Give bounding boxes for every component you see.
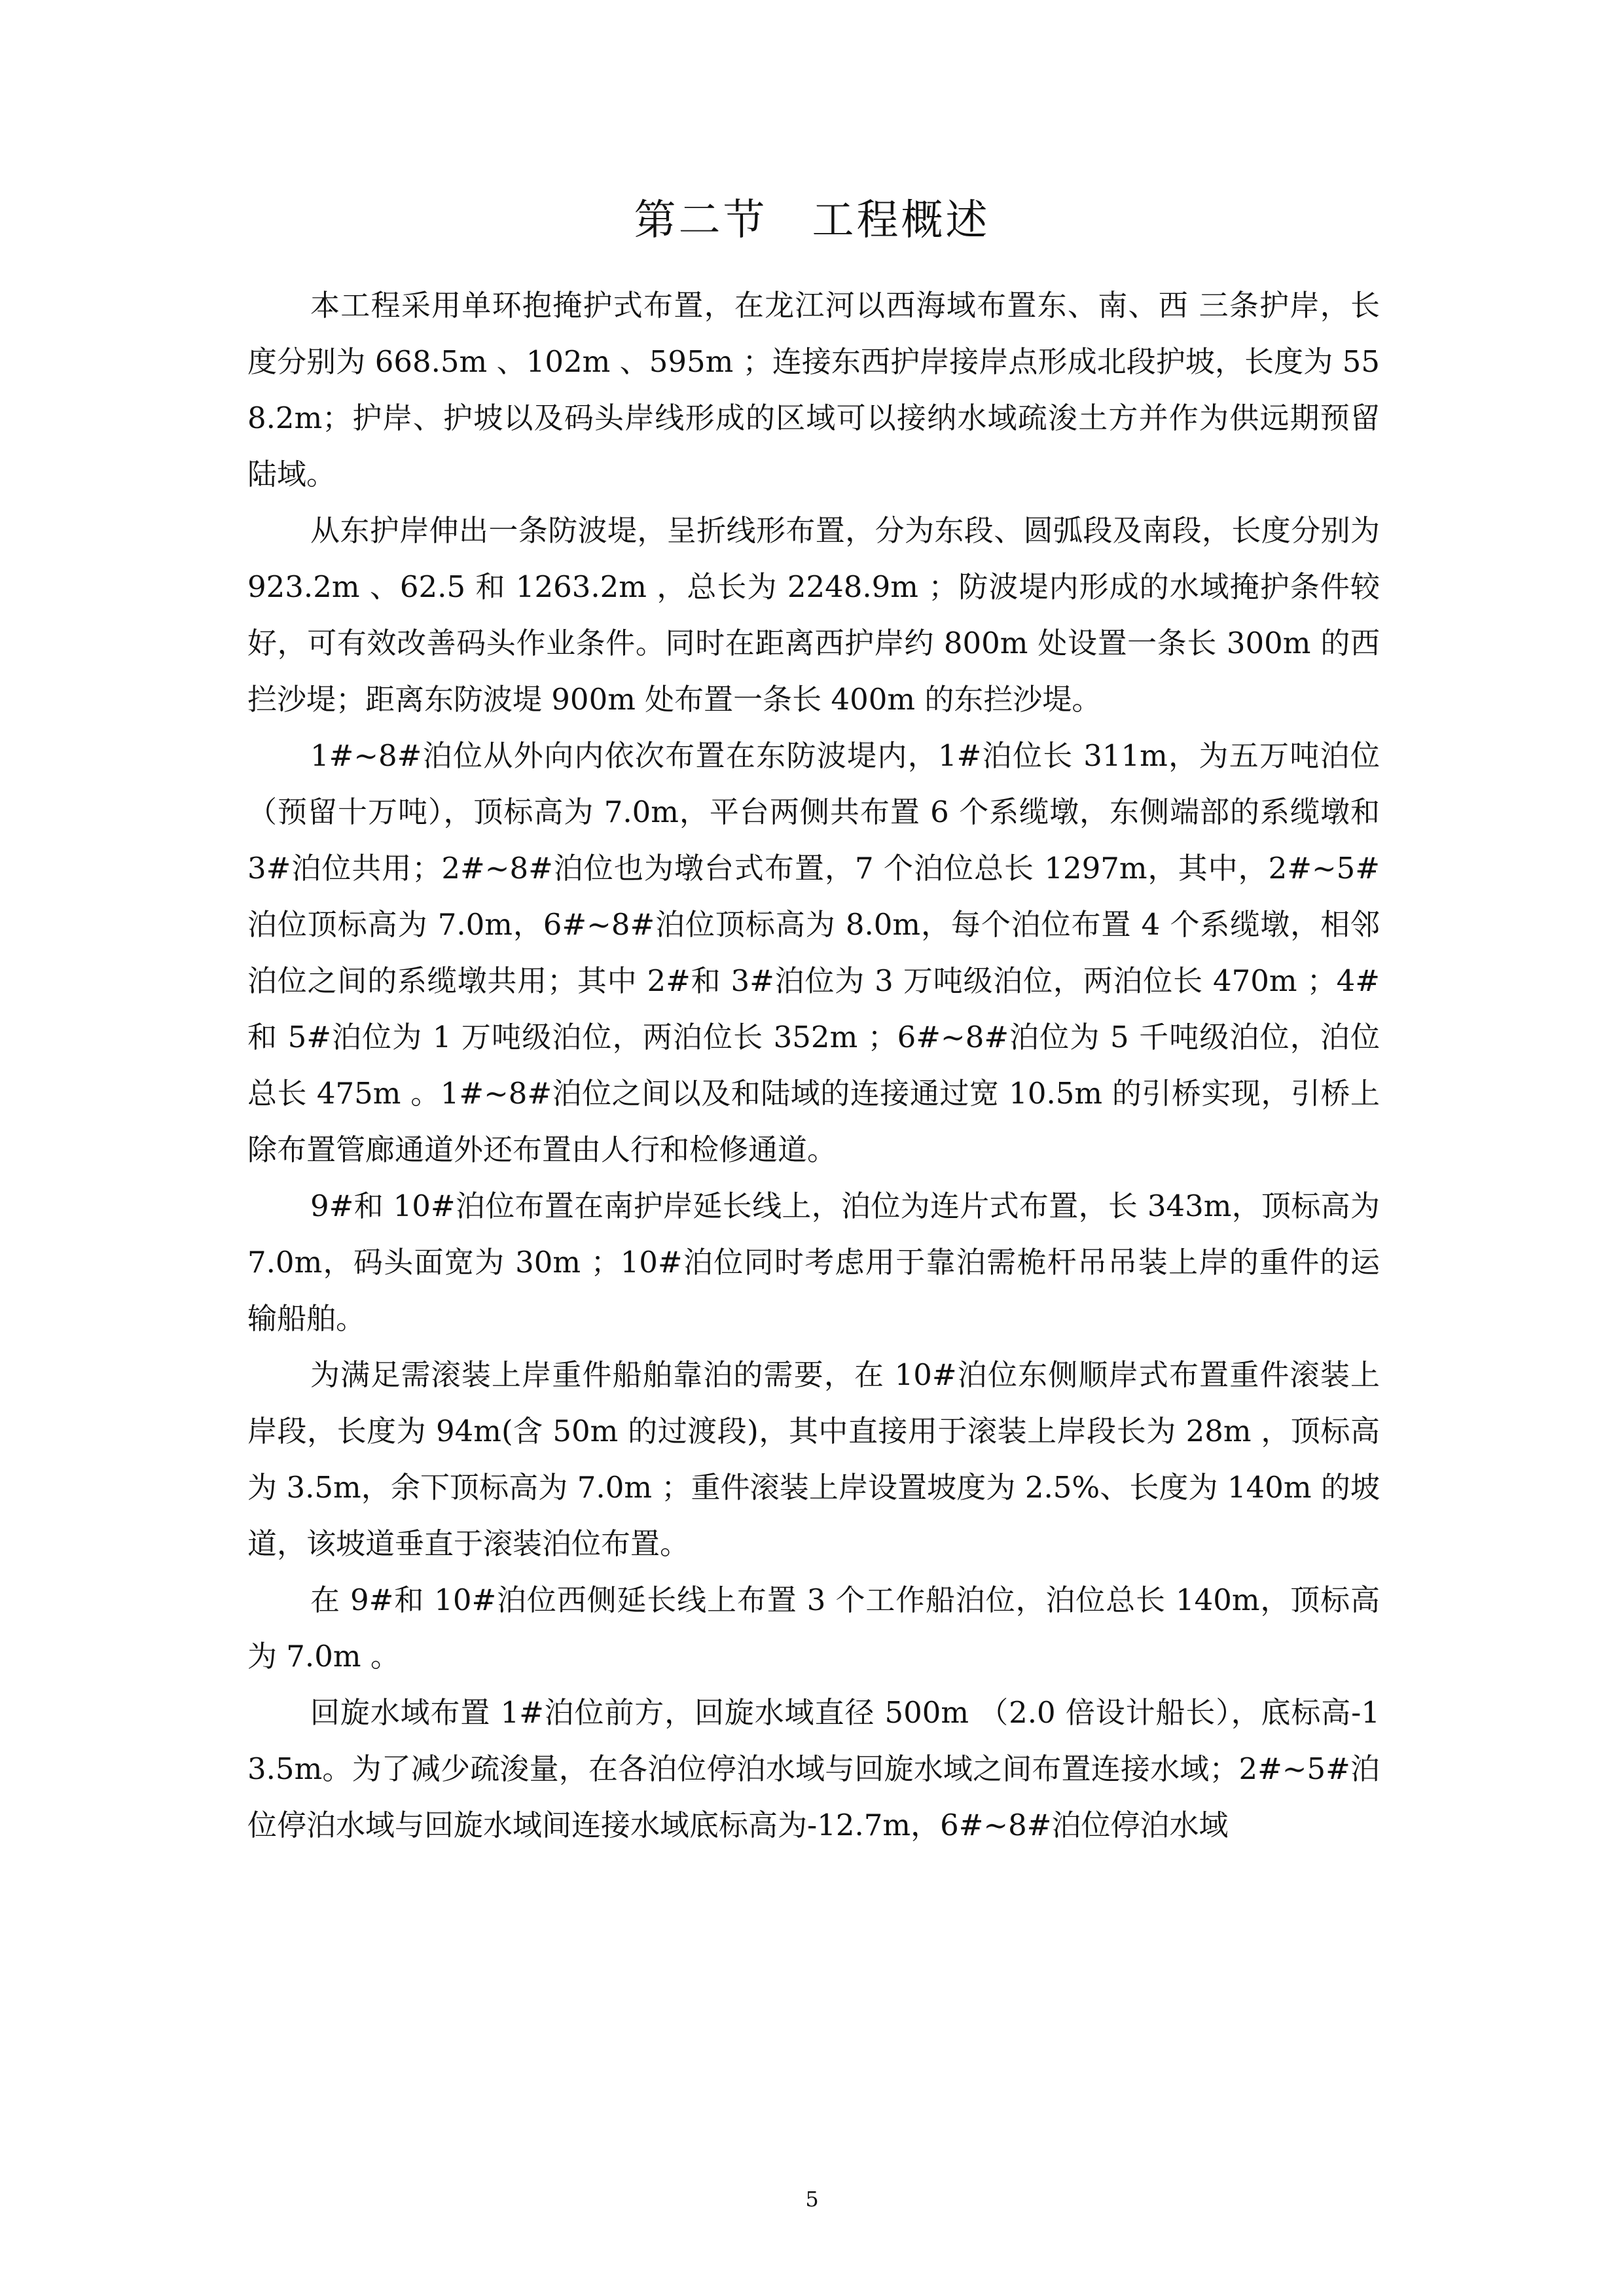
paragraph-3: 1#~8#泊位从外向内依次布置在东防波堤内，1#泊位长 311m，为五万吨泊位（预留十万吨），顶标高为 7.0m，平台两侧共布置 6 个系缆墩，东侧端部的系缆墩和 3#泊位共用；2#~8#泊位也为墩台式布置，7 个泊位总长 1297m，其中，2#~5#泊位顶标高为 7.0m，6#~8#泊位顶标高为 8.0m，每个泊位布置 4 个系缆墩，相邻泊位之间的系缆墩共用；其中 2#和 3#泊位为 3 万吨级泊位，两泊位长 470m ；4#和 5#泊位为 1 万吨级泊位，两泊位长 352m ；6#~8#泊位为 5 千吨级泊位，泊位总长 475m 。1#~8#泊位之间以及和陆域的连接通过宽 10.5m 的引桥实现，引桥上除布置管廊通道外还布置由人行和检修通道。 bbox=[247, 738, 1380, 1167]
paragraph-4: 9#和 10#泊位布置在南护岸延长线上，泊位为连片式布置，长 343m，顶标高为 7.0m，码头面宽为 30m ；10#泊位同时考虑用于靠泊需桅杆吊吊装上岸的重件的运输船舶。 bbox=[247, 1189, 1380, 1336]
body-text bbox=[247, 278, 1380, 1854]
page-number: 5 bbox=[805, 2187, 819, 2212]
paragraph-6: 在 9#和 10#泊位西侧延长线上布置 3 个工作船泊位，泊位总长 140m，顶标高为 7.0m 。 bbox=[247, 1583, 1380, 1674]
section-title: 第二节 工程概述 bbox=[634, 196, 990, 245]
paragraph-1: 本工程采用单环抱掩护式布置，在龙江河以西海域布置东、南、西 三条护岸，长度分别为 668.5m 、102m 、595m ；连接东西护岸接岸点形成北段护坡，长度为 558.2m；护岸、护坡以及码头岸线形成的区域可以接纳水域疏浚土方并作为供远期预留陆域。 bbox=[247, 288, 1380, 492]
paragraph-2: 从东护岸伸出一条防波堤，呈折线形布置，分为东段、圆弧段及南段，长度分别为 923.2m 、62.5 和 1263.2m ，总长为 2248.9m ；防波堤内形成的水域掩护条件较好，可有效改善码头作业条件。同时在距离西护岸约 800m 处设置一条长 300m 的西拦沙堤；距离东防波堤 900m 处布置一条长 400m 的东拦沙堤。 bbox=[247, 513, 1380, 717]
paragraph-5: 为满足需滚装上岸重件船舶靠泊的需要，在 10#泊位东侧顺岸式布置重件滚装上岸段，长度为 94m(含 50m 的过渡段)，其中直接用于滚装上岸段长为 28m ，顶标高为 3.5m，余下顶标高为 7.0m ；重件滚装上岸设置坡度为 2.5%、长度为 140m 的坡道，该坡道垂直于滚装泊位布置。 bbox=[247, 1357, 1380, 1561]
paragraph-7: 回旋水域布置 1#泊位前方，回旋水域直径 500m （2.0 倍设计船长），底标高-13.5m。为了减少疏浚量，在各泊位停泊水域与回旋水域之间布置连接水域；2#~5#泊位停泊水域与回旋水域间连接水域底标高为-12.7m，6#~8#泊位停泊水域 bbox=[247, 1695, 1380, 1842]
